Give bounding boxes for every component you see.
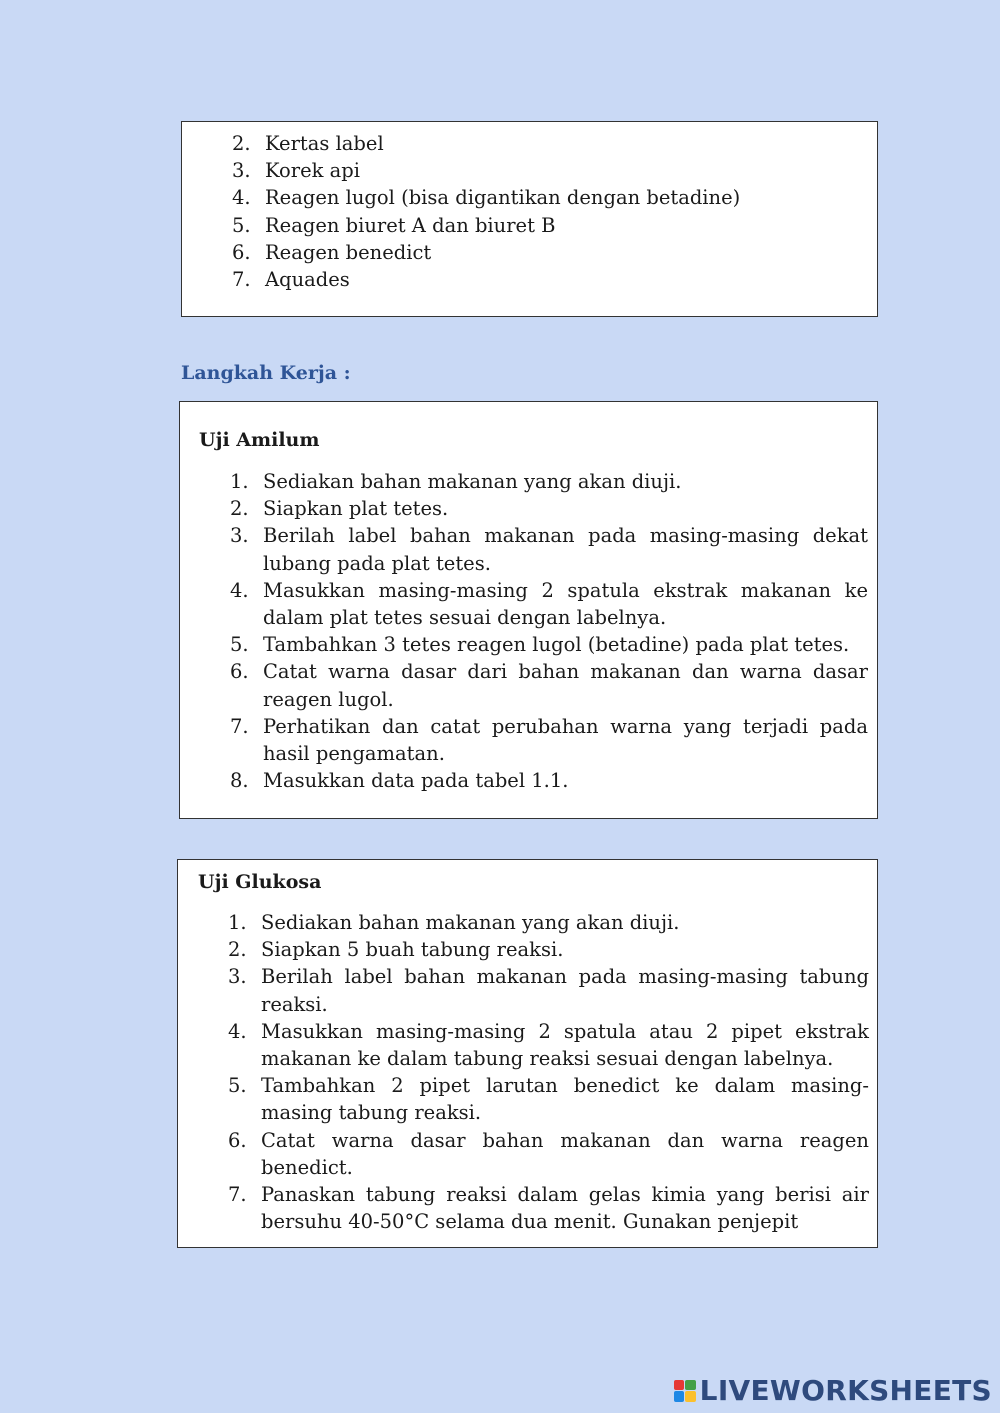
list-item-number: 4. xyxy=(232,186,251,210)
list-item-text: Sediakan bahan makanan yang akan diuji. xyxy=(263,470,682,493)
list-item-number: 7. xyxy=(232,268,251,292)
list-item-number: 1. xyxy=(230,470,249,493)
list-item xyxy=(228,1018,869,1072)
list-item xyxy=(232,184,792,211)
list-item xyxy=(232,157,792,184)
logo-square xyxy=(685,1380,696,1391)
list-item-text: Tambahkan 2 pipet larutan benedict ke dalam masing-masing tabung reaksi. xyxy=(261,1074,869,1125)
list-item-number: 3. xyxy=(228,965,247,989)
list-item xyxy=(228,936,869,963)
list-item-text: Reagen lugol (bisa digantikan dengan betadine) xyxy=(265,186,741,210)
logo-square xyxy=(685,1391,696,1402)
liveworksheets-logo[interactable] xyxy=(674,1374,992,1407)
materials-box xyxy=(181,121,878,317)
list-item xyxy=(232,239,792,266)
list-item-number: 2. xyxy=(230,497,249,521)
list-item-number: 1. xyxy=(228,911,247,934)
list-item-text: Berilah label bahan makanan pada masing-masing dekat lubang pada plat tetes. xyxy=(263,524,868,575)
list-item-number: 2. xyxy=(232,132,251,155)
glukosa-box xyxy=(177,859,878,1248)
list-item xyxy=(228,909,869,936)
list-item xyxy=(228,1181,869,1235)
list-item-text: Catat warna dasar dari bahan makanan dan warna dasar reagen lugol. xyxy=(263,660,868,711)
amilum-box xyxy=(179,401,878,819)
list-item xyxy=(230,468,868,495)
list-item xyxy=(230,495,868,522)
section-heading: Langkah Kerja : xyxy=(181,362,351,384)
amilum-title: Uji Amilum xyxy=(199,429,320,451)
list-item-number: 7. xyxy=(228,1183,247,1207)
list-item xyxy=(230,713,868,767)
list-item-number: 4. xyxy=(228,1019,247,1043)
list-item-number: 5. xyxy=(228,1074,247,1098)
glukosa-title: Uji Glukosa xyxy=(198,871,322,893)
logo-mark-icon xyxy=(674,1380,696,1402)
list-item-number: 6. xyxy=(230,660,249,684)
logo-text: LIVEWORKSHEETS xyxy=(699,1374,992,1407)
list-item xyxy=(232,266,792,293)
list-item-number: 3. xyxy=(230,524,249,548)
glukosa-steps-list xyxy=(228,909,869,1235)
logo-square xyxy=(674,1391,685,1402)
list-item-number: 8. xyxy=(230,769,249,793)
list-item xyxy=(228,963,869,1017)
list-item xyxy=(228,1072,869,1126)
list-item-number: 7. xyxy=(230,714,249,738)
list-item-number: 6. xyxy=(228,1128,247,1152)
list-item-number: 2. xyxy=(228,938,247,962)
list-item-number: 5. xyxy=(232,213,251,237)
list-item xyxy=(230,631,868,658)
list-item xyxy=(230,658,868,712)
list-item-text: Sediakan bahan makanan yang akan diuji. xyxy=(261,911,680,934)
list-item-text: Kertas label xyxy=(265,132,384,155)
list-item-text: Reagen benedict xyxy=(265,240,432,264)
list-item-text: Berilah label bahan makanan pada masing-masing tabung reaksi. xyxy=(261,965,869,1016)
list-item-text: Siapkan 5 buah tabung reaksi. xyxy=(261,938,564,962)
list-item-text: Perhatikan dan catat perubahan warna yang terjadi pada hasil pengamatan. xyxy=(263,714,868,766)
list-item-text: Siapkan plat tetes. xyxy=(263,497,449,521)
list-item-text: Catat warna dasar bahan makanan dan warna reagen benedict. xyxy=(261,1128,869,1179)
list-item-text: Korek api xyxy=(265,159,361,183)
logo-square xyxy=(674,1380,685,1391)
list-item xyxy=(230,767,868,794)
list-item xyxy=(230,577,868,631)
list-item-text: Aquades xyxy=(265,268,350,292)
list-item-text: Tambahkan 3 tetes reagen lugol (betadine) pada plat tetes. xyxy=(263,633,850,657)
list-item-text: Reagen biuret A dan biuret B xyxy=(265,213,556,237)
amilum-steps-list xyxy=(230,468,868,794)
list-item-number: 4. xyxy=(230,578,249,602)
materials-list xyxy=(232,130,792,293)
list-item xyxy=(230,522,868,576)
list-item-text: Masukkan data pada tabel 1.1. xyxy=(263,769,569,793)
list-item-number: 5. xyxy=(230,633,249,657)
list-item xyxy=(228,1127,869,1181)
list-item xyxy=(232,212,792,239)
list-item-number: 3. xyxy=(232,159,251,183)
list-item xyxy=(232,130,792,157)
list-item-text: Masukkan masing-masing 2 spatula atau 2 pipet ekstrak makanan ke dalam tabung reaksi sesuai dengan labelnya. xyxy=(261,1019,869,1071)
list-item-text: Masukkan masing-masing 2 spatula ekstrak makanan ke dalam plat tetes sesuai dengan labelnya. xyxy=(263,578,868,630)
list-item-number: 6. xyxy=(232,240,251,264)
list-item-text: Panaskan tabung reaksi dalam gelas kimia yang berisi air bersuhu 40-50°C selama dua menit. Gunakan penjepit xyxy=(261,1183,869,1234)
